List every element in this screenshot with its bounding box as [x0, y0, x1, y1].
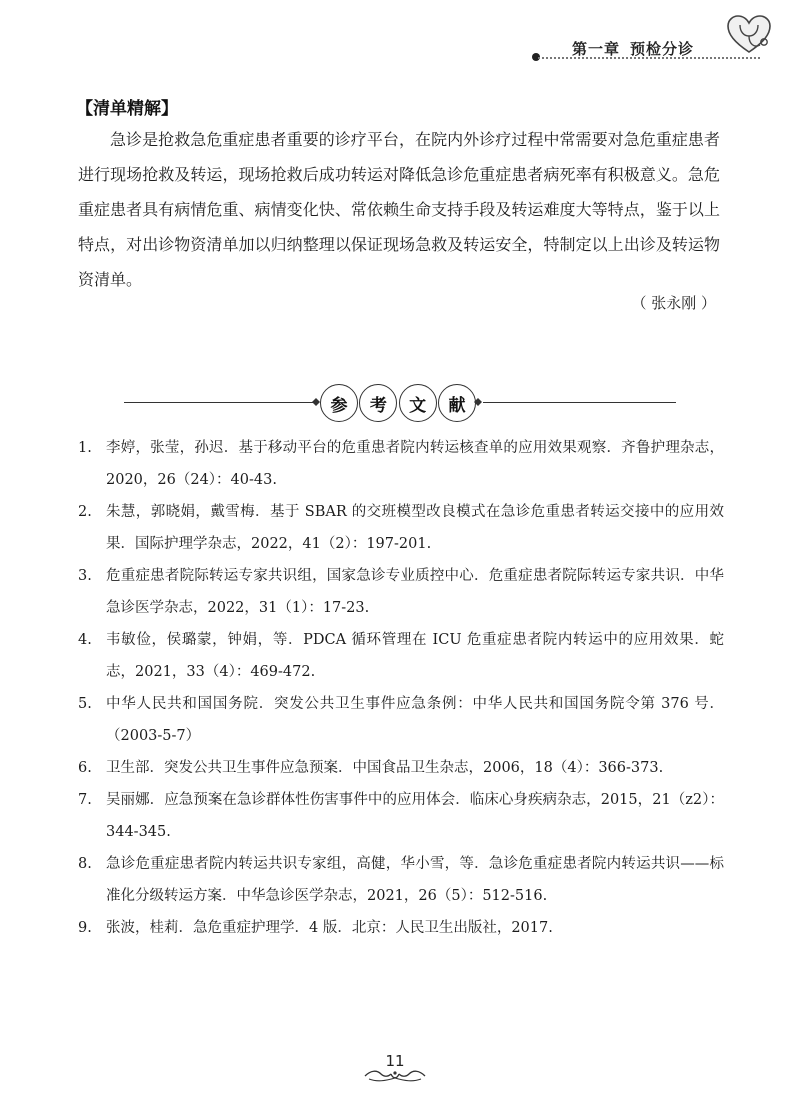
reference-number: 4. — [78, 632, 92, 648]
reference-number: 2. — [78, 504, 92, 520]
reference-text: 朱慧，郭晓娟，戴雪梅．基于 SBAR 的交班模型改良模式在急诊危重患者转运交接中的应用效果．国际护理学杂志，2022，41（2）：197-201. — [106, 504, 724, 552]
chapter-title: 预检分诊 — [629, 40, 694, 58]
section-paragraph: 急诊是抢救急危重症患者重要的诊疗平台，在院内外诊疗过程中常需要对急危重症患者进行现场抢救及转运，现场抢救后成功转运对降低急诊危重症患者病死率有积极意义。急危重症患者具有病情危重、病情变化快、常依赖生命支持手段及转运难度大等特点，鉴于以上特点，对出诊物资清单加以归纳整理以保证现场急救及转运安全，特制定以上出诊及转运物资清单。 — [78, 130, 720, 289]
reference-number: 5. — [78, 696, 92, 712]
section-title: 【清单精解】 — [76, 99, 178, 119]
chapter-number: 第一章 — [571, 40, 620, 58]
reference-number: 8. — [78, 856, 92, 872]
references-banner — [320, 384, 476, 422]
reference-item — [78, 912, 724, 944]
chapter-header — [572, 38, 694, 59]
reference-list — [78, 432, 724, 944]
banner-char: 献 — [438, 384, 476, 422]
reference-text: 吴丽娜．应急预案在急诊群体性伤害事件中的应用体会．临床心身疾病杂志，2015，21（z2）：344-345. — [106, 792, 724, 840]
reference-item — [78, 848, 724, 912]
reference-text: 李婷，张莹，孙迟．基于移动平台的危重患者院内转运核查单的应用效果观察．齐鲁护理杂志，2020，26（24）：40-43. — [106, 440, 724, 488]
reference-number: 7. — [78, 792, 92, 808]
banner-line-left — [124, 402, 314, 403]
reference-number: 9. — [78, 920, 92, 936]
reference-text: 危重症患者院际转运专家共识组，国家急诊专业质控中心．危重症患者院际转运专家共识．中华急诊医学杂志，2022，31（1）：17-23. — [106, 568, 724, 616]
reference-text: 韦敏俭，侯璐蒙，钟娟，等．PDCA 循环管理在 ICU 危重症患者院内转运中的应用效果．蛇志，2021，33（4）：469-472. — [106, 632, 724, 680]
reference-item — [78, 784, 724, 848]
reference-text: 张波，桂莉．急危重症护理学．4 版．北京：人民卫生出版社，2017. — [106, 920, 553, 936]
reference-item — [78, 752, 724, 784]
banner-char: 文 — [399, 384, 437, 422]
banner-line-right — [483, 402, 676, 403]
banner-diamond-right-icon — [474, 398, 482, 406]
reference-item — [78, 624, 724, 688]
reference-number: 1. — [78, 440, 92, 456]
reference-item — [78, 560, 724, 624]
banner-char: 参 — [320, 384, 358, 422]
reference-text: 中华人民共和国国务院．突发公共卫生事件应急条例：中华人民共和国国务院令第 376 号．（2003-5-7） — [106, 696, 724, 744]
reference-number: 6. — [78, 760, 92, 776]
reference-number: 3. — [78, 568, 92, 584]
banner-char: 考 — [359, 384, 397, 422]
reference-item — [78, 432, 724, 496]
page-number: 11 — [385, 1052, 405, 1070]
scroll-ornament-icon — [363, 1069, 427, 1083]
reference-item — [78, 496, 724, 560]
reference-text: 急诊危重症患者院内转运共识专家组，高健，华小雪，等．急诊危重症患者院内转运共识——标准化分级转运方案．中华急诊医学杂志，2021，26（5）：512-516. — [106, 856, 724, 904]
banner-diamond-left-icon — [312, 398, 320, 406]
heart-stethoscope-icon — [724, 12, 774, 58]
reference-item — [78, 688, 724, 752]
author-attribution: （ 张永刚 ） — [631, 294, 716, 312]
reference-text: 卫生部．突发公共卫生事件应急预案．中国食品卫生杂志，2006，18（4）：366-373. — [106, 760, 664, 776]
